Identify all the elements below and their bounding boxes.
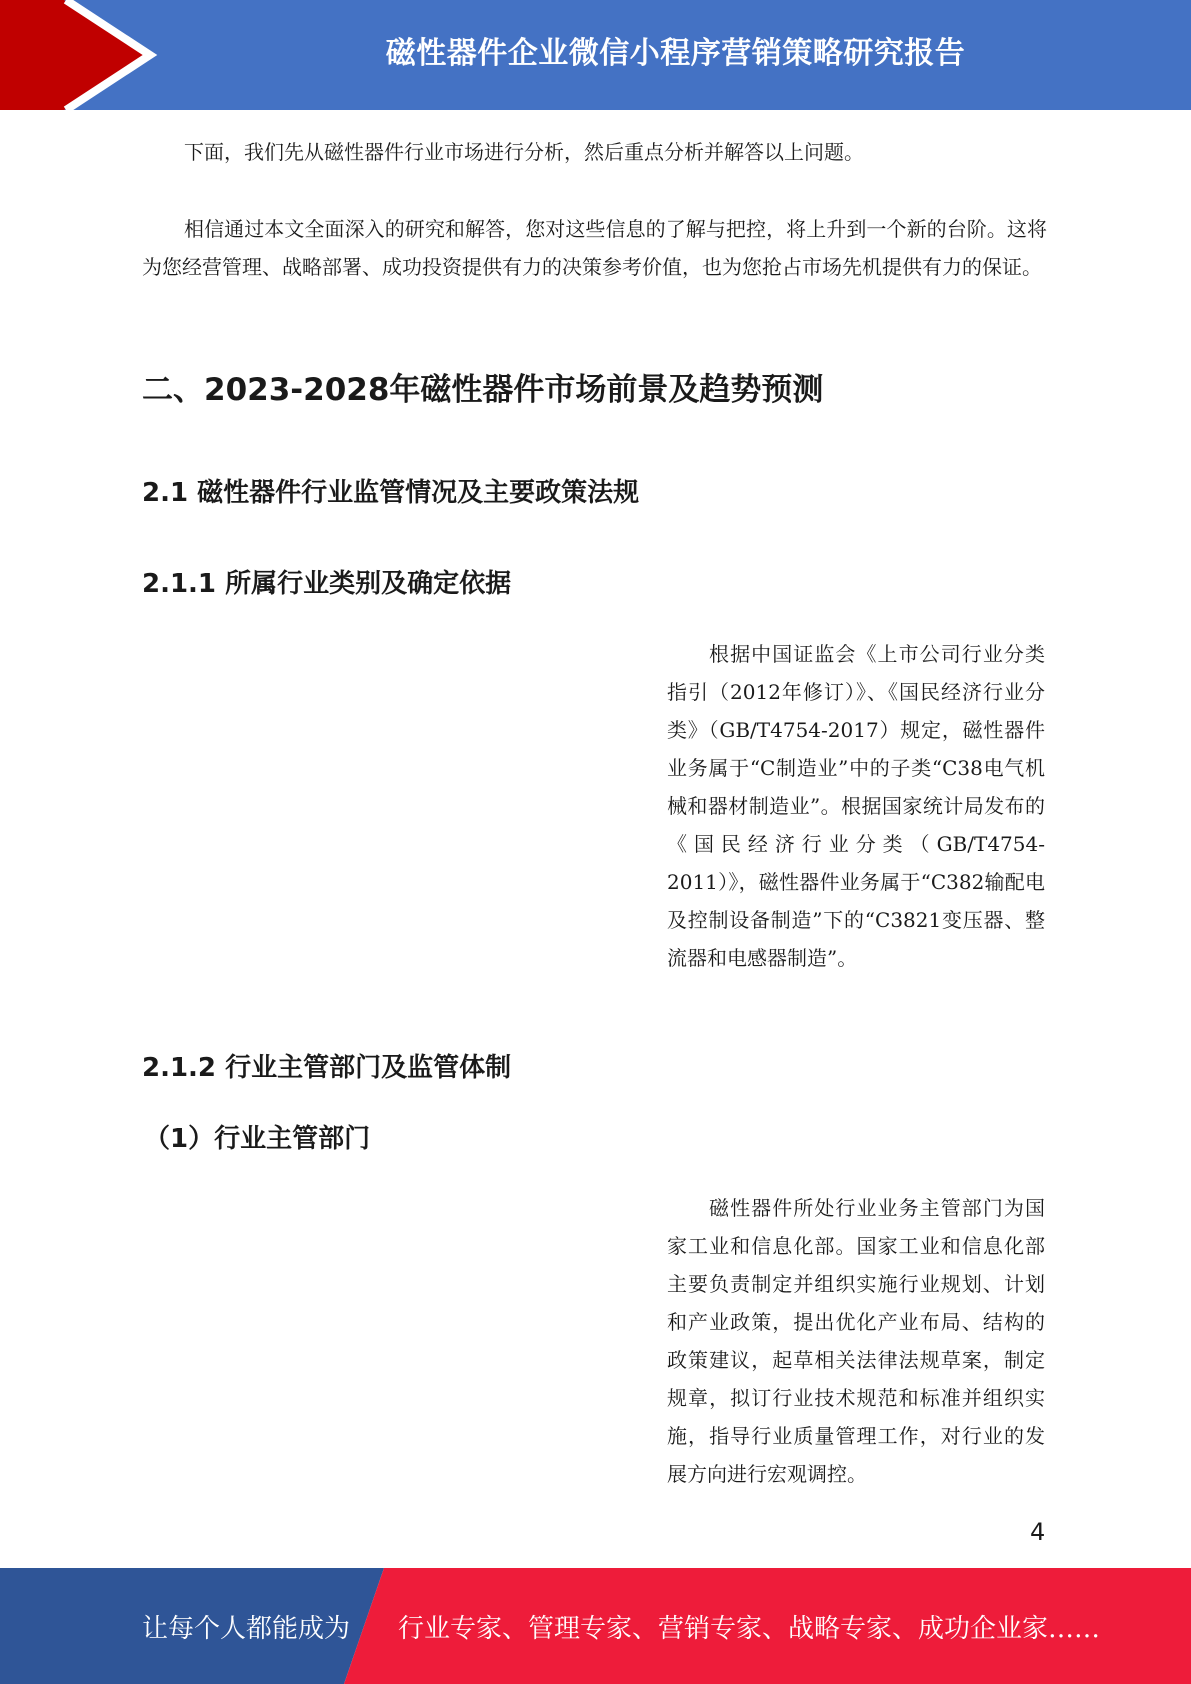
industry-classification-paragraph: 根据中国证监会《上市公司行业分类指引（2012年修订）》、《国民经济行业分类》（GB/T4754-2017）规定，磁性器件业务属于“C制造业”中的子类“C38电气机械和器材制造业”。根据国家统计局发布的《国民经济行业分类（GB/T4754-2011）》，磁性器件业务属于“C382输配电及控制设备制造”下的“C3821变压器、整流器和电感器制造”。 (667, 642, 1045, 970)
page-header (0, 0, 1191, 110)
page-number: 4 (1030, 1518, 1046, 1546)
competent-department-paragraph: 磁性器件所处行业业务主管部门为国家工业和信息化部。国家工业和信息化部主要负责制定并组织实施行业规划、计划和产业政策，提出优化产业布局、结构的政策建议，起草相关法律法规草案，制定规章，拟订行业技术规范和标准并组织实施，指导行业质量管理工作，对行业的发展方向进行宏观调控。 (667, 1196, 1045, 1486)
section-2-1-1-heading: 2.1.1 所属行业类别及确定依据 (142, 569, 512, 599)
section-2-1-2-heading: 2.1.2 行业主管部门及监管体制 (142, 1053, 512, 1083)
subsection-1-heading: （1）行业主管部门 (144, 1124, 371, 1154)
footer-slogan-right: 行业专家、管理专家、营销专家、战略专家、成功企业家…… (398, 1613, 1101, 1644)
section-2-1-heading: 2.1 磁性器件行业监管情况及主要政策法规 (142, 478, 640, 508)
intro-paragraph-1: 下面，我们先从磁性器件行业市场进行分析，然后重点分析并解答以上问题。 (184, 140, 864, 164)
report-title: 磁性器件企业微信小程序营销策略研究报告 (385, 36, 966, 71)
footer-slogan-left: 让每个人都能成为 (142, 1613, 351, 1644)
page-footer (0, 1568, 1191, 1684)
section-2-heading: 二、2023-2028年磁性器件市场前景及趋势预测 (142, 372, 824, 408)
intro-paragraph-2: 相信通过本文全面深入的研究和解答，您对这些信息的了解与把控，将上升到一个新的台阶。这将为您经营管理、战略部署、成功投资提供有力的决策参考价值，也为您抢占市场先机提供有力的保证。 (142, 217, 1047, 279)
